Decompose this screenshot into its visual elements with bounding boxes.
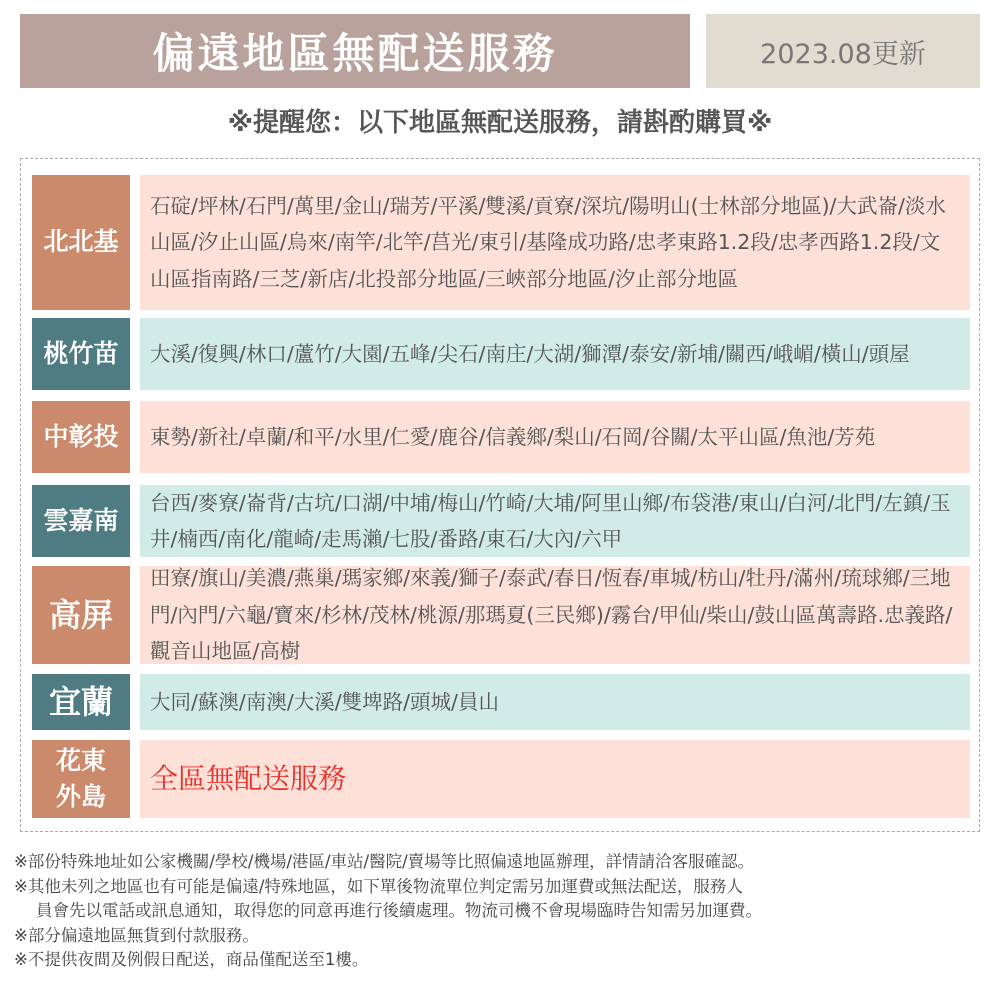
page-title: 偏遠地區無配送服務 xyxy=(20,14,690,88)
region-row-yilan xyxy=(32,674,970,730)
region-label: 高屏 xyxy=(32,566,130,664)
region-row-taoyuan xyxy=(32,318,970,390)
region-row-kaoping xyxy=(32,566,970,664)
region-row-central xyxy=(32,401,970,473)
updated-date: 2023.08更新 xyxy=(706,14,980,88)
region-label: 桃竹苗 xyxy=(32,318,130,390)
region-label: 中彰投 xyxy=(32,401,130,473)
note: ※不提供夜間及例假日配送，商品僅配送至1樓。 xyxy=(14,950,369,969)
region-row-north xyxy=(32,175,970,310)
region-row-huadong xyxy=(32,740,970,818)
region-label: 宜蘭 xyxy=(32,674,130,730)
reminder-text: ※提醒您：以下地區無配送服務，請斟酌購買※ xyxy=(227,108,773,138)
region-label: 花東 外島 xyxy=(32,740,130,818)
region-areas: 大同/蘇澳/南澳/大溪/雙埤路/頭城/員山 xyxy=(140,674,970,730)
region-areas: 台西/麥寮/崙背/古坑/口湖/中埔/梅山/竹崎/大埔/阿里山鄉/布袋港/東山/白河/北門/左鎮/玉井/楠西/南化/龍崎/走馬瀨/七股/番路/東石/大內/六甲 xyxy=(140,485,970,557)
region-areas: 大溪/復興/林口/蘆竹/大園/五峰/尖石/南庄/大湖/獅潭/泰安/新埔/關西/峨嵋/橫山/頭屋 xyxy=(140,318,970,390)
region-areas: 石碇/坪林/石門/萬里/金山/瑞芳/平溪/雙溪/貢寮/深坑/陽明山(士林部分地區)/大武崙/淡水山區/汐止山區/烏來/南竿/北竿/莒光/東引/基隆成功路/忠孝東路1.2段/忠孝西路1.2段/文山區指南路/三芝/新店/北投部分地區/三峽部分地區/汐止部分地區 xyxy=(140,175,970,310)
region-label: 北北基 xyxy=(32,175,130,310)
region-label: 雲嘉南 xyxy=(32,485,130,557)
region-areas: 全區無配送服務 xyxy=(140,740,970,818)
region-row-yunjianan xyxy=(32,485,970,557)
region-areas: 東勢/新社/卓蘭/和平/水里/仁愛/鹿谷/信義鄉/梨山/石岡/谷關/太平山區/魚池/芳苑 xyxy=(140,401,970,473)
note: ※部份特殊地址如公家機關/學校/機場/港區/車站/醫院/賣場等比照偏遠地區辦理，詳情請洽客服確認。 xyxy=(14,852,755,871)
notes xyxy=(14,850,994,973)
region-areas: 田寮/旗山/美濃/燕巢/瑪家鄉/來義/獅子/泰武/春日/恆春/車城/枋山/牡丹/滿州/琉球鄉/三地門/內門/六龜/寶來/杉林/茂林/桃源/那瑪夏(三民鄉)/霧台/甲仙/柴山/鼓山區萬壽路.忠義路/觀音山地區/高樹 xyxy=(140,566,970,664)
note: 員會先以電話或訊息通知，取得您的同意再進行後續處理。物流司機不會現場臨時告知需另加運費。 xyxy=(36,901,762,920)
note: ※其他未列之地區也有可能是偏遠/特殊地區，如下單後物流單位判定需另加運費或無法配送，服務人 xyxy=(14,876,743,896)
note: ※部分偏遠地區無貨到付款服務。 xyxy=(14,925,259,945)
